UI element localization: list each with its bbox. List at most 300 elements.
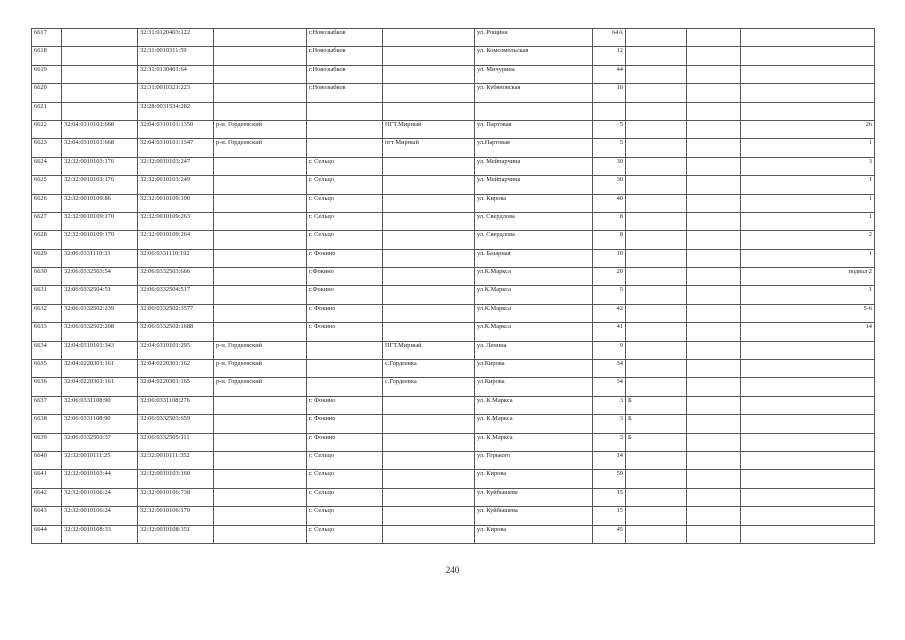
house-number-cell: 64А <box>593 29 626 47</box>
table-row <box>32 525 875 543</box>
city-cell: г. Сельцо <box>307 470 383 488</box>
district-cell <box>214 157 307 175</box>
cadastral-number-cell: 32:06:0332503:666 <box>138 268 214 286</box>
letter-cell <box>626 29 687 47</box>
letter-cell <box>626 507 687 525</box>
building-cell <box>687 120 741 138</box>
city-cell: г.Новозыбков <box>307 84 383 102</box>
letter-cell <box>626 139 687 157</box>
settlement-cell <box>383 102 475 120</box>
settlement-cell: с.Гордеевка <box>383 360 475 378</box>
row-number-cell: 6617 <box>32 29 62 47</box>
city-cell: г. Фокино <box>307 415 383 433</box>
building-cell <box>687 249 741 267</box>
cadastral-number-cell: 32:32:0010106:179 <box>138 507 214 525</box>
house-number-cell: 8 <box>593 212 626 230</box>
table-row <box>32 268 875 286</box>
row-number-cell: 6625 <box>32 176 62 194</box>
row-number-cell: 6638 <box>32 415 62 433</box>
table-row <box>32 84 875 102</box>
district-cell <box>214 268 307 286</box>
apartment-cell: 1 <box>741 139 875 157</box>
settlement-cell <box>383 268 475 286</box>
table-row <box>32 396 875 414</box>
house-number-cell: 30 <box>593 176 626 194</box>
row-number-cell: 6618 <box>32 47 62 65</box>
house-number-cell: 5 <box>593 286 626 304</box>
city-cell: г. Сельцо <box>307 157 383 175</box>
apartment-cell <box>741 102 875 120</box>
cadastral-parent-cell: 32:32:0010106:24 <box>62 507 138 525</box>
row-number-cell: 6622 <box>32 120 62 138</box>
apartment-cell: 1 <box>741 286 875 304</box>
letter-cell <box>626 65 687 83</box>
apartment-cell <box>741 84 875 102</box>
apartment-cell: 1 <box>741 176 875 194</box>
cadastral-number-cell: 32:06:0332502:3577 <box>138 304 214 322</box>
letter-cell <box>626 470 687 488</box>
row-number-cell: 6619 <box>32 65 62 83</box>
cadastral-parent-cell: 32:06:0331108:90 <box>62 415 138 433</box>
district-cell <box>214 488 307 506</box>
row-number-cell: 6628 <box>32 231 62 249</box>
table-row <box>32 176 875 194</box>
city-cell <box>307 102 383 120</box>
row-number-cell: 6644 <box>32 525 62 543</box>
settlement-cell <box>383 194 475 212</box>
cadastral-number-cell: 32:32:0010106:738 <box>138 488 214 506</box>
cadastral-parent-cell <box>62 47 138 65</box>
city-cell: г. Фокино <box>307 433 383 451</box>
apartment-cell: 1 <box>741 249 875 267</box>
city-cell <box>307 360 383 378</box>
building-cell <box>687 341 741 359</box>
settlement-cell <box>383 84 475 102</box>
table-row <box>32 360 875 378</box>
settlement-cell <box>383 433 475 451</box>
house-number-cell: 15 <box>593 488 626 506</box>
row-number-cell: 6621 <box>32 102 62 120</box>
settlement-cell <box>383 396 475 414</box>
settlement-cell <box>383 507 475 525</box>
street-cell: ул.К.Маркса <box>475 268 593 286</box>
cadastral-number-cell: 32:06:0331108:276 <box>138 396 214 414</box>
street-cell: ул. Мейпарчина <box>475 157 593 175</box>
cadastral-number-cell: 32:32:0010111:352 <box>138 451 214 469</box>
apartment-cell <box>741 415 875 433</box>
apartment-cell: 1 <box>741 194 875 212</box>
city-cell: г. Сельцо <box>307 176 383 194</box>
table-row <box>32 47 875 65</box>
house-number-cell: 5 <box>593 120 626 138</box>
table-row <box>32 415 875 433</box>
row-number-cell: 6631 <box>32 286 62 304</box>
row-number-cell: 6639 <box>32 433 62 451</box>
street-cell: ул.Кирова <box>475 360 593 378</box>
house-number-cell: 42 <box>593 304 626 322</box>
settlement-cell <box>383 470 475 488</box>
table-row <box>32 488 875 506</box>
city-cell: г. Фокино <box>307 249 383 267</box>
table-row <box>32 341 875 359</box>
house-number-cell: 3 <box>593 415 626 433</box>
city-cell: г.Новозыбков <box>307 29 383 47</box>
cadastral-number-cell: 32:32:0010108:351 <box>138 525 214 543</box>
cadastral-parent-cell: 32:32:0010108:33 <box>62 525 138 543</box>
apartment-cell <box>741 507 875 525</box>
city-cell: г.Новозыбков <box>307 65 383 83</box>
table-row <box>32 29 875 47</box>
district-cell: р-н. Гордеевский <box>214 139 307 157</box>
building-cell <box>687 507 741 525</box>
district-cell <box>214 47 307 65</box>
cadastral-parent-cell: 32:04:0310101:668 <box>62 120 138 138</box>
cadastral-parent-cell: 32:06:0331110:33 <box>62 249 138 267</box>
row-number-cell: 6634 <box>32 341 62 359</box>
letter-cell <box>626 231 687 249</box>
cadastral-parent-cell: 32:06:0332502:208 <box>62 323 138 341</box>
building-cell <box>687 396 741 414</box>
cadastral-parent-cell: 32:32:0010103:176 <box>62 176 138 194</box>
table-row <box>32 378 875 396</box>
building-cell <box>687 194 741 212</box>
house-number-cell: 9 <box>593 341 626 359</box>
apartment-cell <box>741 451 875 469</box>
settlement-cell: ПГТ.Мирный <box>383 120 475 138</box>
cadastral-number-cell: 32:04:0310101:295 <box>138 341 214 359</box>
table-row <box>32 249 875 267</box>
street-cell: ул. Кирова <box>475 194 593 212</box>
settlement-cell <box>383 525 475 543</box>
apartment-cell <box>741 525 875 543</box>
row-number-cell: 6632 <box>32 304 62 322</box>
letter-cell <box>626 212 687 230</box>
row-number-cell: 6626 <box>32 194 62 212</box>
building-cell <box>687 323 741 341</box>
cadastral-parent-cell: 32:06:0332504:51 <box>62 286 138 304</box>
cadastral-parent-cell <box>62 102 138 120</box>
district-cell <box>214 212 307 230</box>
city-cell: г.Фокино <box>307 268 383 286</box>
settlement-cell <box>383 47 475 65</box>
letter-cell <box>626 249 687 267</box>
letter-cell <box>626 304 687 322</box>
district-cell <box>214 507 307 525</box>
letter-cell: Б <box>626 396 687 414</box>
district-cell: р-н. Гордеевский <box>214 120 307 138</box>
cadastral-parent-cell: 32:32:0010106:24 <box>62 488 138 506</box>
district-cell <box>214 304 307 322</box>
apartment-cell: 1 <box>741 212 875 230</box>
letter-cell <box>626 157 687 175</box>
settlement-cell <box>383 451 475 469</box>
settlement-cell <box>383 157 475 175</box>
cadastral-number-cell: 32:06:0332503:659 <box>138 415 214 433</box>
district-cell <box>214 451 307 469</box>
apartment-cell <box>741 378 875 396</box>
district-cell <box>214 525 307 543</box>
table-row <box>32 507 875 525</box>
settlement-cell: ПГТ.Мирный <box>383 341 475 359</box>
row-number-cell: 6635 <box>32 360 62 378</box>
city-cell <box>307 341 383 359</box>
building-cell <box>687 415 741 433</box>
street-cell: ул. Базарная <box>475 249 593 267</box>
row-number-cell: 6636 <box>32 378 62 396</box>
district-cell <box>214 231 307 249</box>
house-number-cell: 30 <box>593 157 626 175</box>
registry-table <box>31 28 875 544</box>
city-cell: г. Фокино <box>307 323 383 341</box>
house-number-cell: 44 <box>593 65 626 83</box>
building-cell <box>687 29 741 47</box>
district-cell <box>214 249 307 267</box>
cadastral-number-cell: 32:32:0010103:247 <box>138 157 214 175</box>
building-cell <box>687 488 741 506</box>
house-number-cell: 59 <box>593 470 626 488</box>
cadastral-number-cell: 32:32:0010109:190 <box>138 194 214 212</box>
house-number-cell: 14 <box>593 451 626 469</box>
cadastral-parent-cell <box>62 84 138 102</box>
cadastral-number-cell: 32:32:0010109:263 <box>138 212 214 230</box>
apartment-cell: 5-6 <box>741 304 875 322</box>
street-cell: ул.К.Маркса <box>475 304 593 322</box>
cadastral-parent-cell: 32:32:0010109:170 <box>62 231 138 249</box>
house-number-cell: 10 <box>593 84 626 102</box>
cadastral-number-cell: 32:04:0310101:1347 <box>138 139 214 157</box>
city-cell: г. Сельцо <box>307 194 383 212</box>
building-cell <box>687 378 741 396</box>
page-number: 240 <box>445 565 460 575</box>
cadastral-number-cell: 32:06:0332505:111 <box>138 433 214 451</box>
district-cell <box>214 396 307 414</box>
table-row <box>32 323 875 341</box>
row-number-cell: 6640 <box>32 451 62 469</box>
table-row <box>32 139 875 157</box>
apartment-cell: 26 <box>741 120 875 138</box>
letter-cell <box>626 84 687 102</box>
settlement-cell <box>383 304 475 322</box>
letter-cell <box>626 451 687 469</box>
cadastral-parent-cell: 32:32:0010109:86 <box>62 194 138 212</box>
building-cell <box>687 47 741 65</box>
apartment-cell: подвал 2 <box>741 268 875 286</box>
house-number-cell: 3 <box>593 433 626 451</box>
row-number-cell: 6629 <box>32 249 62 267</box>
apartment-cell: 3 <box>741 157 875 175</box>
street-cell: ул. Свердлова <box>475 212 593 230</box>
district-cell: р-н. Гордеевский <box>214 341 307 359</box>
cadastral-parent-cell <box>62 29 138 47</box>
cadastral-parent-cell: 32:04:0220301:161 <box>62 360 138 378</box>
settlement-cell: пгт Мирный <box>383 139 475 157</box>
row-number-cell: 6633 <box>32 323 62 341</box>
street-cell: ул. Рощина <box>475 29 593 47</box>
letter-cell: Б <box>626 433 687 451</box>
building-cell <box>687 176 741 194</box>
row-number-cell: 6623 <box>32 139 62 157</box>
cadastral-parent-cell <box>62 65 138 83</box>
cadastral-number-cell: 32:06:0331110:192 <box>138 249 214 267</box>
building-cell <box>687 304 741 322</box>
table-row <box>32 470 875 488</box>
row-number-cell: 6630 <box>32 268 62 286</box>
house-number-cell <box>593 102 626 120</box>
district-cell <box>214 194 307 212</box>
cadastral-number-cell: 32:32:0010109:264 <box>138 231 214 249</box>
apartment-cell: 2 <box>741 231 875 249</box>
settlement-cell <box>383 415 475 433</box>
street-cell: ул.К.Маркса <box>475 286 593 304</box>
table-row <box>32 157 875 175</box>
street-cell: ул.К.Маркса <box>475 323 593 341</box>
letter-cell <box>626 120 687 138</box>
building-cell <box>687 433 741 451</box>
apartment-cell: 14 <box>741 323 875 341</box>
row-number-cell: 6637 <box>32 396 62 414</box>
cadastral-number-cell: 32:32:0010103:160 <box>138 470 214 488</box>
apartment-cell <box>741 29 875 47</box>
street-cell: ул. К.Маркса <box>475 415 593 433</box>
cadastral-number-cell: 32:06:0332504:517 <box>138 286 214 304</box>
table-row <box>32 102 875 120</box>
street-cell: ул.Партовая <box>475 139 593 157</box>
row-number-cell: 6641 <box>32 470 62 488</box>
house-number-cell: 5 <box>593 139 626 157</box>
city-cell: г. Сельцо <box>307 507 383 525</box>
settlement-cell <box>383 29 475 47</box>
building-cell <box>687 525 741 543</box>
apartment-cell <box>741 488 875 506</box>
letter-cell <box>626 194 687 212</box>
city-cell: г. Сельцо <box>307 525 383 543</box>
cadastral-number-cell: 32:04:0220301:162 <box>138 360 214 378</box>
apartment-cell <box>741 65 875 83</box>
apartment-cell <box>741 470 875 488</box>
house-number-cell: 20 <box>593 268 626 286</box>
city-cell: г. Сельцо <box>307 451 383 469</box>
table-row <box>32 304 875 322</box>
letter-cell <box>626 102 687 120</box>
row-number-cell: 6624 <box>32 157 62 175</box>
district-cell <box>214 84 307 102</box>
building-cell <box>687 286 741 304</box>
cadastral-number-cell: 32:31:0010311:59 <box>138 47 214 65</box>
house-number-cell: 3 <box>593 396 626 414</box>
letter-cell <box>626 378 687 396</box>
district-cell <box>214 65 307 83</box>
letter-cell <box>626 525 687 543</box>
letter-cell <box>626 47 687 65</box>
street-cell: ул. Кирова <box>475 470 593 488</box>
settlement-cell <box>383 488 475 506</box>
apartment-cell <box>741 47 875 65</box>
city-cell: г. Сельцо <box>307 212 383 230</box>
city-cell: г.Фокино <box>307 286 383 304</box>
cadastral-number-cell: 32:31:0120403:122 <box>138 29 214 47</box>
apartment-cell <box>741 433 875 451</box>
cadastral-number-cell: 32:32:0010103:249 <box>138 176 214 194</box>
building-cell <box>687 157 741 175</box>
street-cell: ул. Свердлова <box>475 231 593 249</box>
table-row <box>32 451 875 469</box>
settlement-cell: с.Гордеевка <box>383 378 475 396</box>
house-number-cell: 15 <box>593 507 626 525</box>
settlement-cell <box>383 286 475 304</box>
table-row <box>32 120 875 138</box>
district-cell: р-н. Гордеевский <box>214 378 307 396</box>
building-cell <box>687 231 741 249</box>
cadastral-number-cell: 32:28:0031534:282 <box>138 102 214 120</box>
house-number-cell: 8 <box>593 231 626 249</box>
city-cell: г.Новозыбков <box>307 47 383 65</box>
row-number-cell: 6627 <box>32 212 62 230</box>
cadastral-parent-cell: 32:32:0010103:44 <box>62 470 138 488</box>
settlement-cell <box>383 231 475 249</box>
building-cell <box>687 102 741 120</box>
street-cell: ул. Куйбышева <box>475 488 593 506</box>
settlement-cell <box>383 323 475 341</box>
city-cell: г. Сельцо <box>307 231 383 249</box>
house-number-cell: 40 <box>593 194 626 212</box>
letter-cell <box>626 323 687 341</box>
district-cell <box>214 286 307 304</box>
row-number-cell: 6643 <box>32 507 62 525</box>
letter-cell <box>626 176 687 194</box>
district-cell <box>214 29 307 47</box>
table-row <box>32 231 875 249</box>
letter-cell: Б <box>626 415 687 433</box>
street-cell: ул. К.Маркса <box>475 433 593 451</box>
district-cell <box>214 102 307 120</box>
cadastral-number-cell: 32:31:0130401:64 <box>138 65 214 83</box>
cadastral-parent-cell: 32:06:0331108:90 <box>62 396 138 414</box>
letter-cell <box>626 286 687 304</box>
street-cell <box>475 102 593 120</box>
district-cell <box>214 323 307 341</box>
settlement-cell <box>383 176 475 194</box>
street-cell: ул. Комсомольская <box>475 47 593 65</box>
cadastral-number-cell: 32:06:0332502:1688 <box>138 323 214 341</box>
district-cell <box>214 176 307 194</box>
city-cell: г. Фокино <box>307 396 383 414</box>
street-cell: ул. Партовая <box>475 120 593 138</box>
street-cell: ул. Куйбышева <box>475 507 593 525</box>
building-cell <box>687 212 741 230</box>
building-cell <box>687 84 741 102</box>
letter-cell <box>626 268 687 286</box>
building-cell <box>687 65 741 83</box>
cadastral-parent-cell: 32:04:0220301:161 <box>62 378 138 396</box>
table-row <box>32 433 875 451</box>
apartment-cell <box>741 341 875 359</box>
building-cell <box>687 139 741 157</box>
building-cell <box>687 268 741 286</box>
cadastral-parent-cell: 32:06:0332502:239 <box>62 304 138 322</box>
house-number-cell: 34 <box>593 360 626 378</box>
settlement-cell <box>383 249 475 267</box>
house-number-cell: 45 <box>593 525 626 543</box>
table-row <box>32 286 875 304</box>
street-cell: ул. Ленина <box>475 341 593 359</box>
city-cell: г. Сельцо <box>307 488 383 506</box>
street-cell: ул. Мейпарчина <box>475 176 593 194</box>
cadastral-parent-cell: 32:32:0010109:170 <box>62 212 138 230</box>
house-number-cell: 10 <box>593 249 626 267</box>
cadastral-parent-cell: 32:04:0310101:343 <box>62 341 138 359</box>
street-cell: ул. Горького <box>475 451 593 469</box>
letter-cell <box>626 488 687 506</box>
